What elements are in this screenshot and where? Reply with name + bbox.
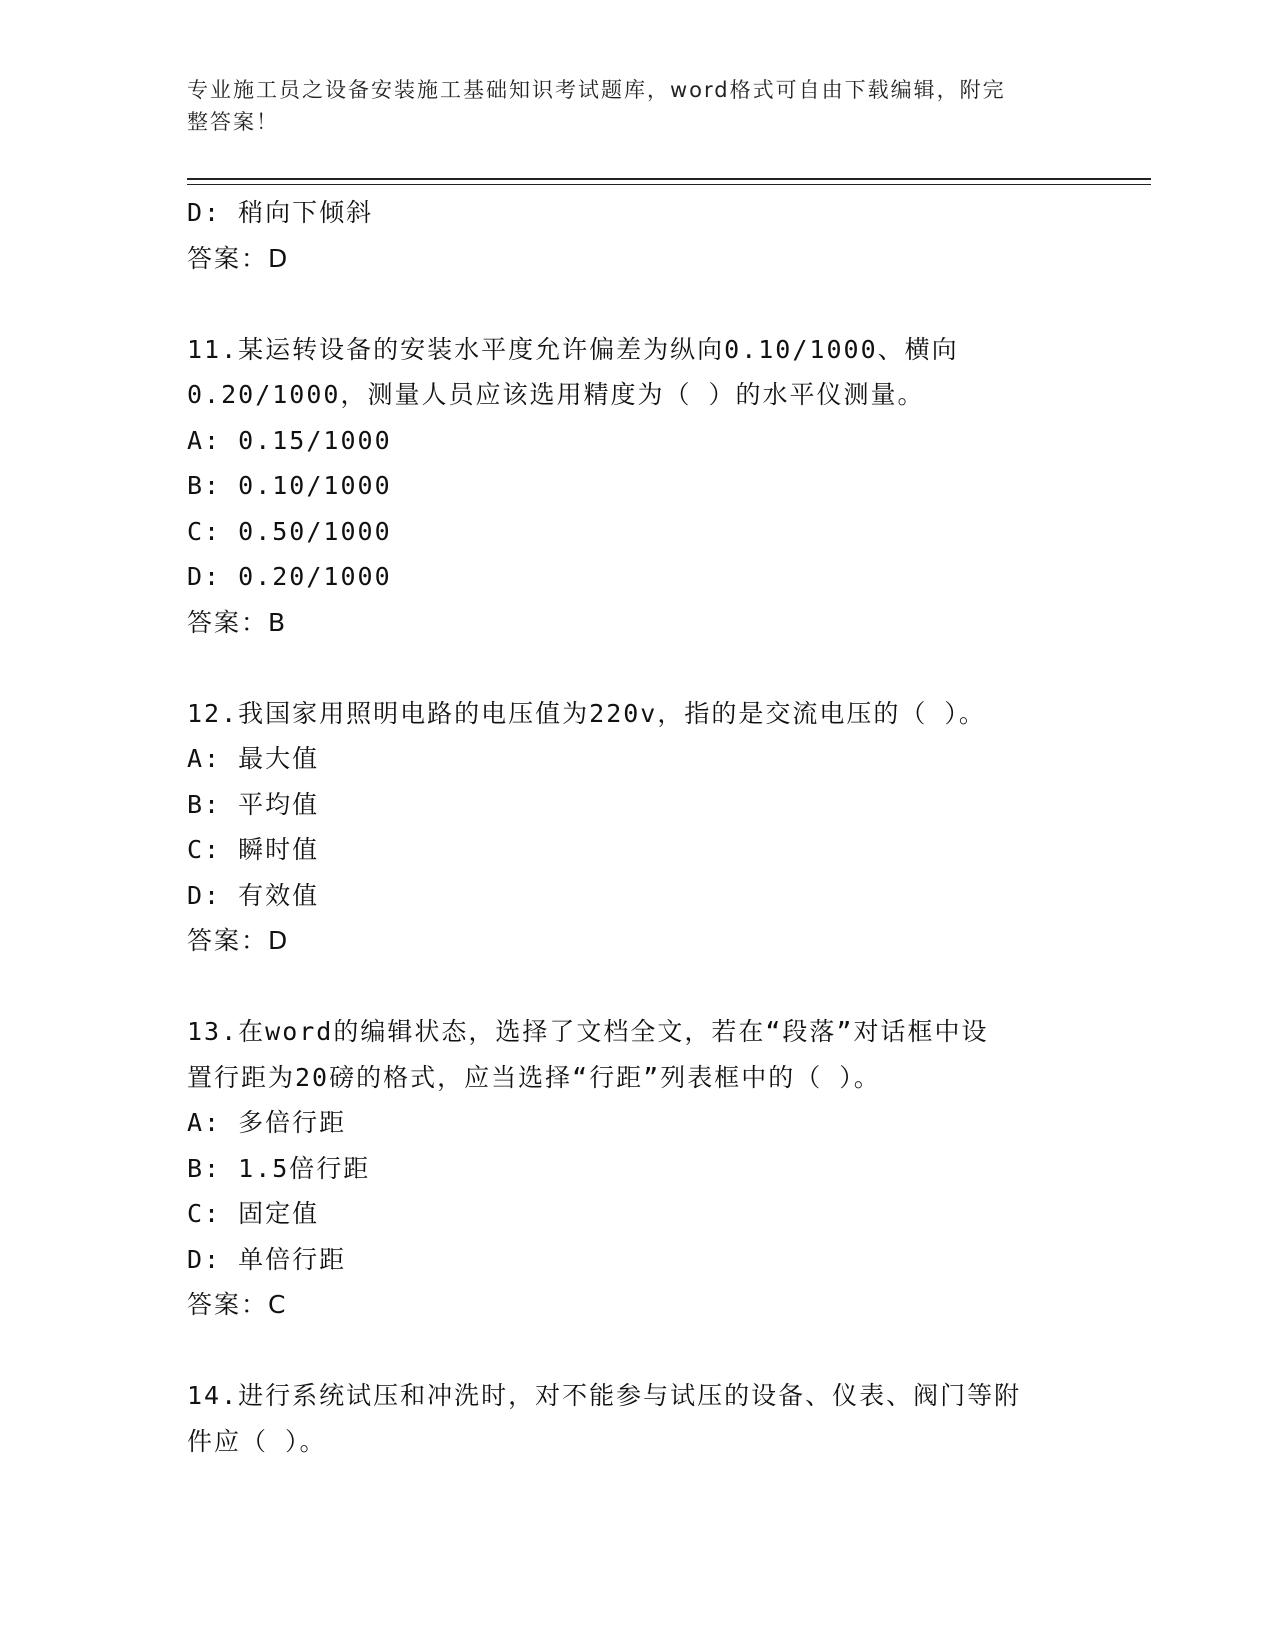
option-b: B: 1.5倍行距 [187,1153,371,1183]
question-10-tail [187,190,1087,281]
option-c: C: 瞬时值 [187,835,320,864]
question-stem: 0.20/1000，测量人员应该选用精度为（ ）的水平仪测量。 [187,380,925,409]
document-header [187,74,1067,138]
question-13 [187,1009,1087,1328]
question-12 [187,691,1087,964]
spacer [187,964,1087,1010]
question-14 [187,1373,1087,1464]
option-b: B: 0.10/1000 [187,471,392,500]
document-body [187,190,1087,1464]
option-c: C: 固定值 [187,1199,320,1228]
question-stem: 置行距为20磅的格式，应当选择“行距”列表框中的（ ）。 [187,1062,881,1092]
answer-line: 答案：D [187,926,290,955]
question-stem: 14.进行系统试压和冲洗时，对不能参与试压的设备、仪表、阀门等附 [187,1381,1022,1410]
option-d: D: 单倍行距 [187,1244,347,1274]
option-d: D: 稍向下倾斜 [187,198,374,227]
answer-line: 答案：B [187,607,288,637]
spacer [187,281,1087,327]
answer-line: 答案：C [187,1290,288,1319]
option-a: A: 多倍行距 [187,1108,347,1137]
option-a: A: 最大值 [187,744,320,773]
spacer [187,1328,1087,1374]
option-b: B: 平均值 [187,789,320,819]
option-c: C: 0.50/1000 [187,516,392,546]
header-line-2: 整答案！ [187,110,279,134]
question-stem: 11.某运转设备的安装水平度允许偏差为纵向0.10/1000、横向 [187,334,959,364]
header-divider-thick [187,178,1151,180]
question-11 [187,327,1087,646]
header-divider-thin [187,184,1151,185]
option-a: A: 0.15/1000 [187,425,392,455]
question-stem: 13.在word的编辑状态，选择了文档全文，若在“段落”对话框中设 [187,1017,989,1046]
question-stem: 件应（ ）。 [187,1426,327,1456]
spacer [187,645,1087,691]
answer-line: 答案：D [187,243,290,273]
option-d: D: 0.20/1000 [187,562,392,591]
header-line-1: 专业施工员之设备安装施工基础知识考试题库，word格式可自由下载编辑，附完 [187,78,1006,102]
question-stem: 12.我国家用照明电路的电压值为220v，指的是交流电压的（ ）。 [187,698,986,728]
option-d: D: 有效值 [187,880,320,910]
